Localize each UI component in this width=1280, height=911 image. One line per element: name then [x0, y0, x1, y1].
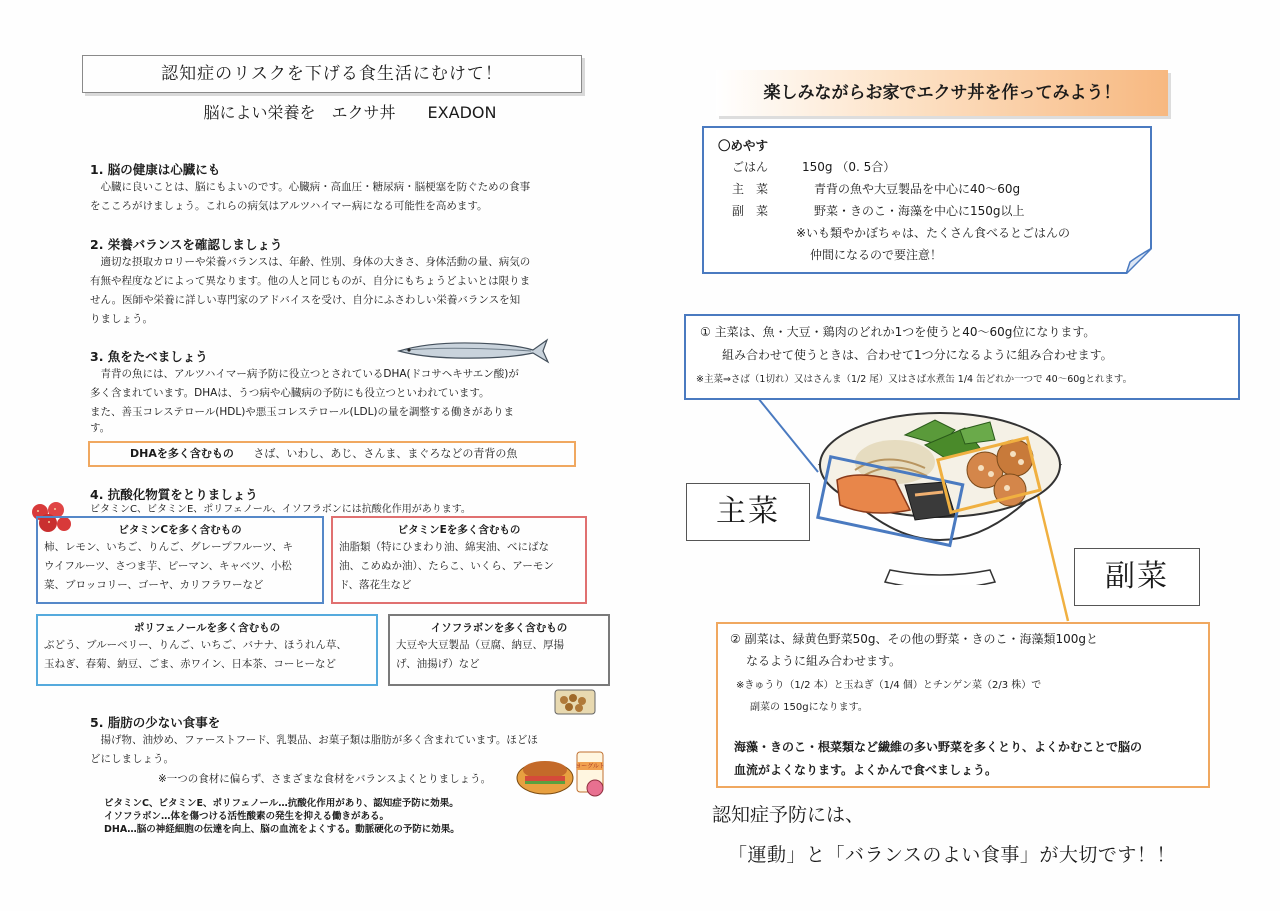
guideline-box — [702, 126, 1152, 274]
text-line: 心臓に良いことは、脳にもよいのです。心臓病・高血圧・糖尿病・脳梗塞を防ぐための食事 — [90, 181, 531, 193]
text-line: 仲間になるので要注意！ — [810, 248, 943, 262]
section2-body — [90, 253, 590, 329]
footer-line1: 認知症予防には、 — [712, 804, 865, 826]
section4-intro: ビタミンC、ビタミンE、ポリフェノール、イソフラボンには抗酸化作用があります。 — [90, 504, 471, 515]
natto-pack-icon — [553, 686, 599, 718]
section2-heading: 2. 栄養バランスを確認しましょう — [90, 237, 283, 252]
note-line: DHA…脳の神経細胞の伝達を向上、脳の血流をよくする。動脈硬化の予防に効果。 — [104, 824, 460, 835]
burger-drink-icon — [515, 748, 610, 798]
guideline-note — [796, 222, 1070, 266]
text-line: 青背の魚には、アルツハイマー病予防に役立つとされているDHA(ドコサヘキサエン酸)が — [90, 368, 519, 380]
main-dish-label: 主菜 — [686, 483, 810, 541]
text-line: 菜、ブロッコリー、ゴーヤ、カリフラワーなど — [44, 579, 264, 591]
guideline-value: 野菜・きのこ・海藻を中心に150g以上 — [814, 204, 1025, 218]
guideline-row — [732, 200, 1025, 222]
section5-heading: 5. 脂肪の少ない食事を — [90, 715, 221, 730]
text-line: 油脂類（特にひまわり油、綿実油、べにばな — [339, 541, 549, 553]
vitamin-e-box — [331, 516, 587, 604]
text-line: 油、こめぬか油）、たらこ、いくら、アーモン — [339, 560, 554, 572]
footer-line2: 「運動」と「バランスのよい食事」が大切です！！ — [728, 844, 1176, 866]
text-line: りましょう。 — [90, 313, 153, 325]
vitamin-c-list — [38, 537, 322, 597]
isoflavone-list — [390, 635, 608, 676]
side-dish-bold1: 海藻・きのこ・根菜類など繊維の多い野菜を多くとり、よくかむことで脳の — [734, 740, 1143, 754]
text-line: 柿、レモン、いちご、りんご、グレープフルーツ、キ — [44, 541, 294, 553]
text-line: 玉ねぎ、春菊、納豆、ごま、赤ワイン、日本茶、コーヒーなど — [44, 658, 337, 670]
guideline-value: 150g （0. 5合） — [802, 160, 896, 174]
guideline-value: 青背の魚や大豆製品を中心に40～60g — [814, 182, 1021, 196]
text-line: ド、落花生など — [339, 579, 412, 591]
page-curl-icon — [1126, 248, 1152, 274]
polyphenol-title: ポリフェノールを多く含むもの — [133, 622, 281, 634]
main-dish-line3: ※主菜⇒さば（1切れ）又はさんま（1/2 尾）又はさば水煮缶 1/4 缶どれか一つで 40～60gとれます。 — [696, 374, 1133, 385]
guideline-row — [732, 178, 1025, 200]
text-line: 揚げ物、油炒め、ファーストフード、乳製品、お菓子類は脂肪が多く含まれています。ほどほ — [90, 734, 538, 746]
section3-body — [90, 365, 590, 434]
saury-fish-icon — [395, 334, 550, 366]
main-dish-line2: 組み合わせて使うときは、合わせて1つ分になるように組み合わせます。 — [722, 348, 1113, 362]
text-line: す。 — [90, 422, 111, 434]
text-line: また、善玉コレステロール(HDL)や悪玉コレステロール(LDL)の量を調整する働きがありま — [90, 406, 515, 418]
text-line: 適切な摂取カロリーや栄養バランスは、年齢、性別、身体の大きさ、身体活動の量、病気の — [90, 256, 531, 268]
side-dish-label: 副菜 — [1074, 548, 1200, 606]
text-line: せん。医師や栄養に詳しい専門家のアドバイスを受け、自分にふさわしい栄養バランスを知 — [90, 294, 521, 306]
right-title: 楽しみながらお家でエクサ丼を作ってみよう！ — [716, 70, 1168, 116]
isoflavone-title: イソフラボンを多く含むもの — [430, 622, 568, 634]
exadon-bowl-illustration — [815, 400, 1065, 585]
guideline-row — [732, 156, 1025, 178]
text-line: をこころがけましょう。これらの病気はアルツハイマー病になる可能性を高めます。 — [90, 200, 488, 212]
polyphenol-list — [38, 635, 376, 676]
side-dish-line3: ※きゅうり（1/2 本）と玉ねぎ（1/4 個）とチンゲン菜（2/3 株）で — [736, 680, 1042, 691]
dha-box — [88, 441, 576, 467]
guideline-item: 副 菜 — [732, 204, 769, 218]
vitamin-c-title: ビタミンCを多く含むもの — [118, 524, 242, 536]
section3-heading: 3. 魚をたべましょう — [90, 349, 208, 364]
side-dish-line2: なるように組み合わせます。 — [746, 654, 902, 668]
note-line: イソフラボン…体を傷つける活性酸素の発生を抑える働きがある。 — [104, 811, 390, 822]
section4-heading: 4. 抗酸化物質をとりましょう — [90, 487, 258, 502]
vitamin-e-list — [333, 537, 585, 597]
side-dish-line4: 副菜の 150gになります。 — [750, 702, 868, 713]
section1-body — [90, 178, 590, 216]
section1-heading: 1. 脳の健康は心臓にも — [90, 162, 221, 177]
side-dish-bold2: 血流がよくなります。よくかんで食べましょう。 — [734, 763, 998, 777]
drink-package-label: ヨーグルト — [575, 763, 605, 770]
guideline-rows — [732, 156, 1025, 222]
dha-text: さば、いわし、あじ、さんま、まぐろなどの青背の魚 — [253, 447, 518, 460]
left-subtitle: 脳によい栄養を エクサ丼 EXADON — [203, 103, 497, 122]
text-line: ※いも類やかぼちゃは、たくさん食べるとごはんの — [796, 226, 1071, 240]
dha-label: DHAを多く含むもの — [130, 447, 234, 460]
vitamin-e-title: ビタミンEを多く含むもの — [397, 524, 521, 536]
side-dish-box — [716, 622, 1210, 788]
text-line: 多く含まれています。DHAは、うつ病や心臓病の予防にも役立つといわれています。 — [90, 387, 490, 399]
text-line: ぶどう、ブルーベリー、りんご、いちご、バナナ、ほうれん草、 — [44, 639, 347, 651]
text-line: 有無や程度などによって異なります。他の人と同じものが、自分にもちょうどよいとは限りま — [90, 275, 531, 287]
guideline-item: 主 菜 — [732, 182, 769, 196]
polyphenol-box — [36, 614, 378, 686]
bottom-notes — [104, 797, 460, 836]
text-line: げ、油揚げ）など — [396, 658, 480, 670]
isoflavone-box — [388, 614, 610, 686]
text-line: 大豆や大豆製品（豆腐、納豆、厚揚 — [396, 639, 564, 651]
guideline-heading: 〇めやす — [718, 138, 769, 153]
note-line: ビタミンC、ビタミンE、ポリフェノール…抗酸化作用があり、認知症予防に効果。 — [104, 798, 459, 809]
guideline-item: ごはん — [732, 160, 769, 174]
main-dish-box — [684, 314, 1240, 400]
main-dish-line1: ① 主菜は、魚・大豆・鶏肉のどれか1つを使うと40～60g位になります。 — [700, 325, 1096, 339]
text-line: ウイフルーツ、さつま芋、ピーマン、キャベツ、小松 — [44, 560, 292, 572]
left-title: 認知症のリスクを下げる食生活にむけて！ — [82, 55, 582, 93]
side-dish-line1: ② 副菜は、緑黄色野菜50g、その他の野菜・きのこ・海藻類100gと — [730, 632, 1098, 646]
vitamin-c-box — [36, 516, 324, 604]
text-line: どにしましょう。 — [90, 753, 174, 765]
section5-note: ※一つの食材に偏らず、さまざまな食材をバランスよくとりましょう。 — [158, 773, 492, 785]
